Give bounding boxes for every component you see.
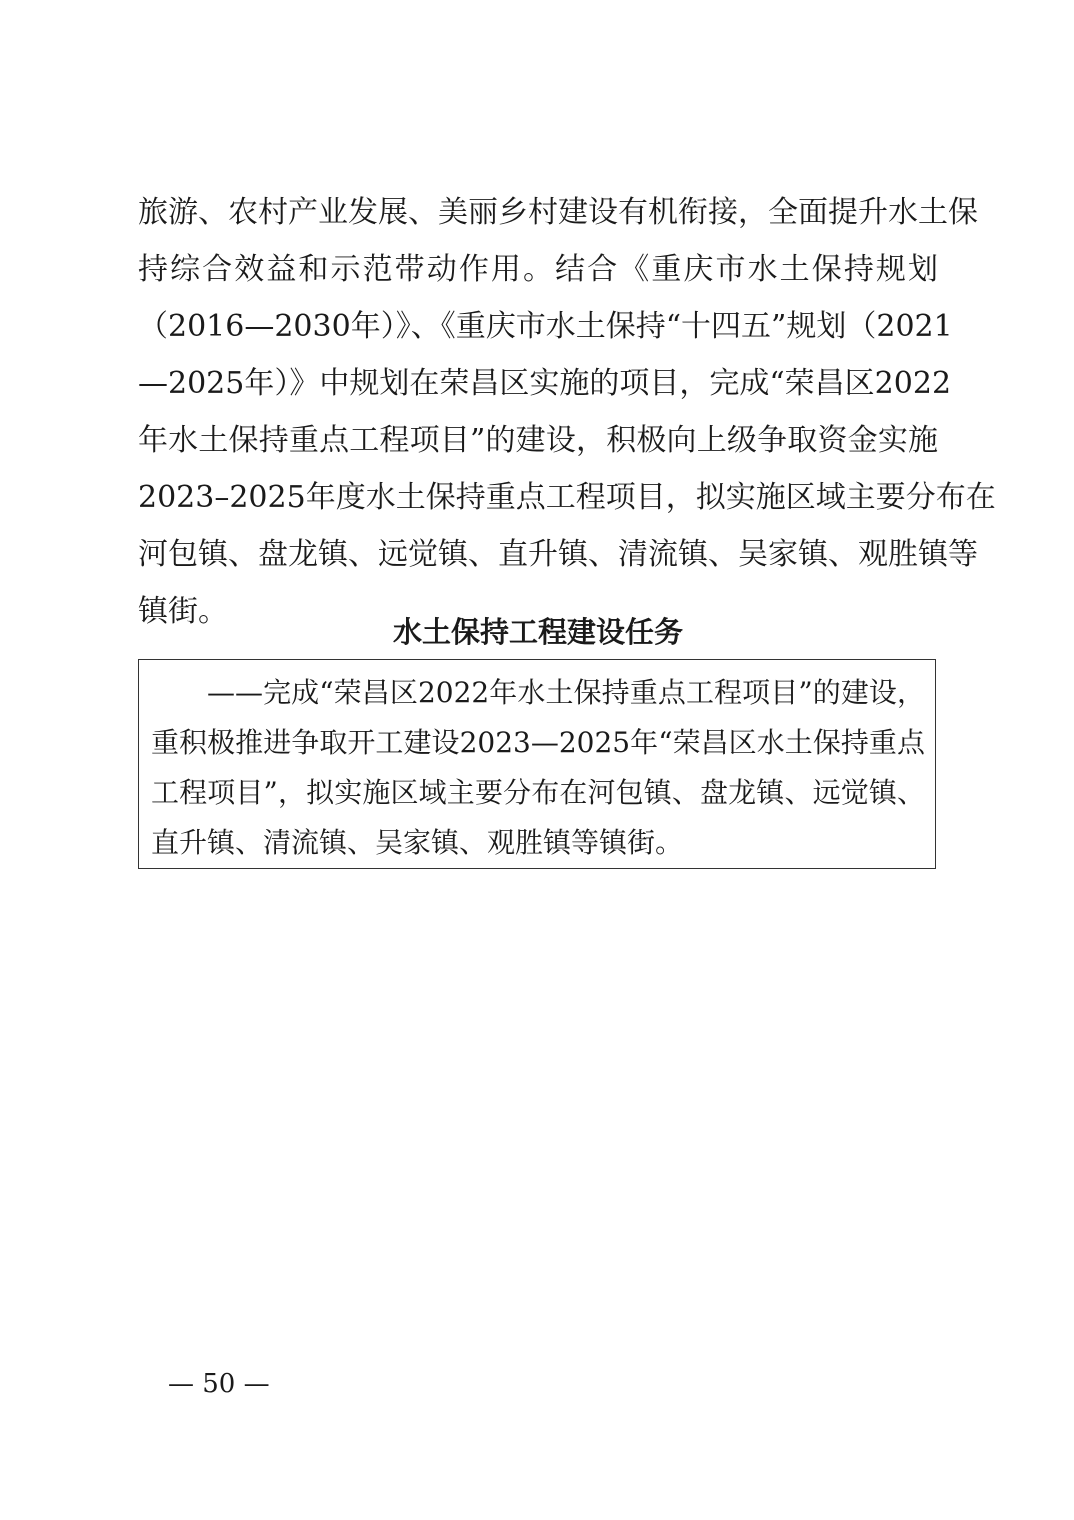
paragraph-line: 持综合效益和示范带动作用。结合《重庆市水土保持规划 <box>138 252 938 287</box>
body-paragraph <box>138 184 996 640</box>
paragraph-line: 2023–2025年度水土保持重点工程项目，拟实施区域主要分布在 <box>138 480 996 515</box>
task-line: 直升镇、清流镇、吴家镇、观胜镇等镇街。 <box>151 826 684 859</box>
task-box <box>138 659 936 869</box>
page-number: — 50 — <box>168 1369 270 1399</box>
task-line: 重积极推进争取开工建设2023—2025年“荣昌区水土保持重点 <box>151 726 925 759</box>
paragraph-line: —2025年）》中规划在荣昌区实施的项目，完成“荣昌区2022 <box>138 366 952 401</box>
task-line: ——完成“荣昌区2022年水土保持重点工程项目”的建设， <box>207 676 925 709</box>
task-line: 工程项目”，拟实施区域主要分布在河包镇、盘龙镇、远觉镇、 <box>151 776 925 809</box>
section-title: 水土保持工程建设任务 <box>392 615 683 649</box>
paragraph-line: 河包镇、盘龙镇、远觉镇、直升镇、清流镇、吴家镇、观胜镇等 <box>138 537 978 572</box>
paragraph-line: 旅游、农村产业发展、美丽乡村建设有机衔接，全面提升水土保 <box>138 195 978 230</box>
task-text <box>151 668 925 868</box>
paragraph-line: （2016—2030年）》、《重庆市水土保持“十四五”规划（2021 <box>138 309 953 344</box>
paragraph-line: 年水土保持重点工程项目”的建设，积极向上级争取资金实施 <box>138 423 938 458</box>
paragraph-line: 镇街。 <box>138 594 228 629</box>
